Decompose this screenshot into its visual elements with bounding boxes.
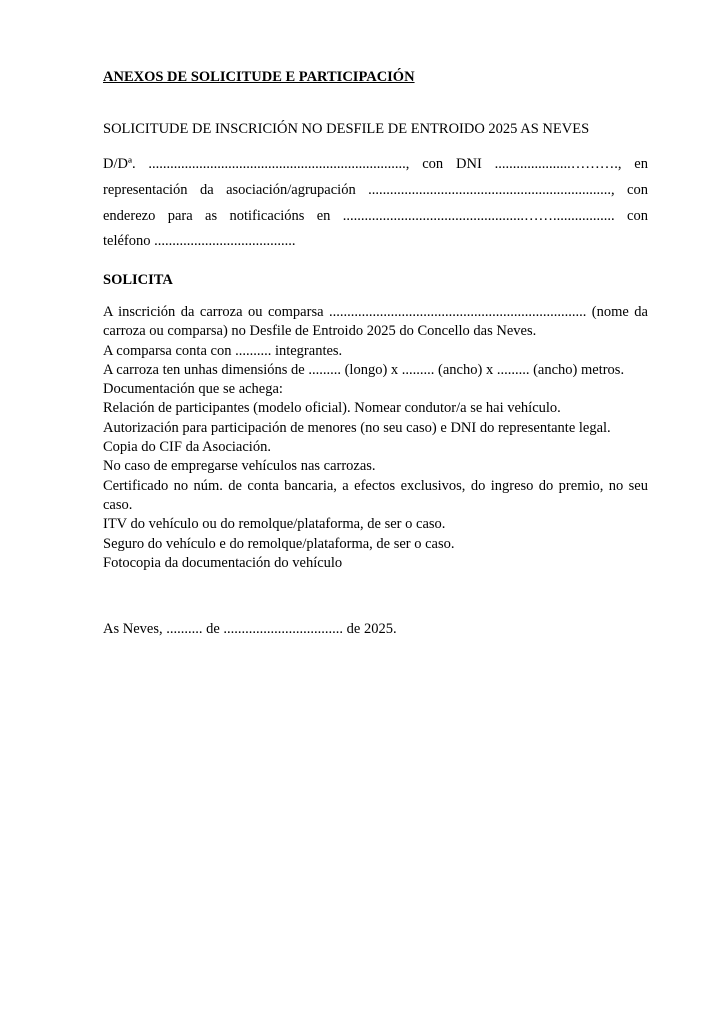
body-line: Documentación que se achega: — [103, 381, 283, 398]
document-subtitle: SOLICITUDE DE INSCRICIÓN NO DESFILE DE ENTROIDO 2025 AS NEVES — [103, 121, 590, 137]
form-line-association: representación da asociación/agrupación ..................................................................., con — [103, 181, 648, 198]
section-title-solicita: SOLICITA — [103, 272, 173, 288]
body-line: Certificado no núm. de conta bancaria, a efectos exclusivos, do ingreso do premio, no seu — [103, 477, 648, 494]
body-line: A carroza ten unhas dimensións de ......... (longo) x ......... (ancho) x ......... (ancho) metros. — [103, 361, 625, 378]
body-line: Relación de participantes (modelo oficial). Nomear condutor/a se hai vehículo. — [103, 400, 561, 417]
body-line: A inscrición da carroza ou comparsa ....................................................................... (nome da — [103, 304, 648, 320]
body-line: caso. — [103, 496, 133, 513]
request-body — [103, 303, 648, 573]
body-line: Autorización para participación de menores (no seu caso) e DNI do representante legal. — [103, 419, 611, 436]
body-line: carroza ou comparsa) no Desfile de Entroido 2025 do Concello das Neves. — [103, 323, 537, 340]
body-line: Fotocopia da documentación do vehículo — [103, 554, 343, 571]
form-line-applicant-name: D/Dª. ......................................................................., con DNI .....................………., en — [103, 156, 648, 172]
document-title: ANEXOS DE SOLICITUDE E PARTICIPACIÓN — [103, 69, 415, 85]
applicant-form-block — [103, 152, 648, 255]
body-line: ITV do vehículo ou do remolque/plataforma, de ser o caso. — [103, 516, 446, 533]
form-line-address: enderezo para as notificacións en ..................................................……................. con — [103, 207, 648, 224]
signature-date-line: As Neves, .......... de ................................. de 2025. — [103, 621, 397, 637]
body-line: Copia do CIF da Asociación. — [103, 439, 271, 456]
body-line: No caso de empregarse vehículos nas carrozas. — [103, 458, 376, 475]
body-line: Seguro do vehículo e do remolque/plataforma, de ser o caso. — [103, 535, 455, 552]
form-line-phone: teléfono ....................................... — [103, 233, 296, 250]
body-line: A comparsa conta con .......... integrantes. — [103, 342, 343, 359]
